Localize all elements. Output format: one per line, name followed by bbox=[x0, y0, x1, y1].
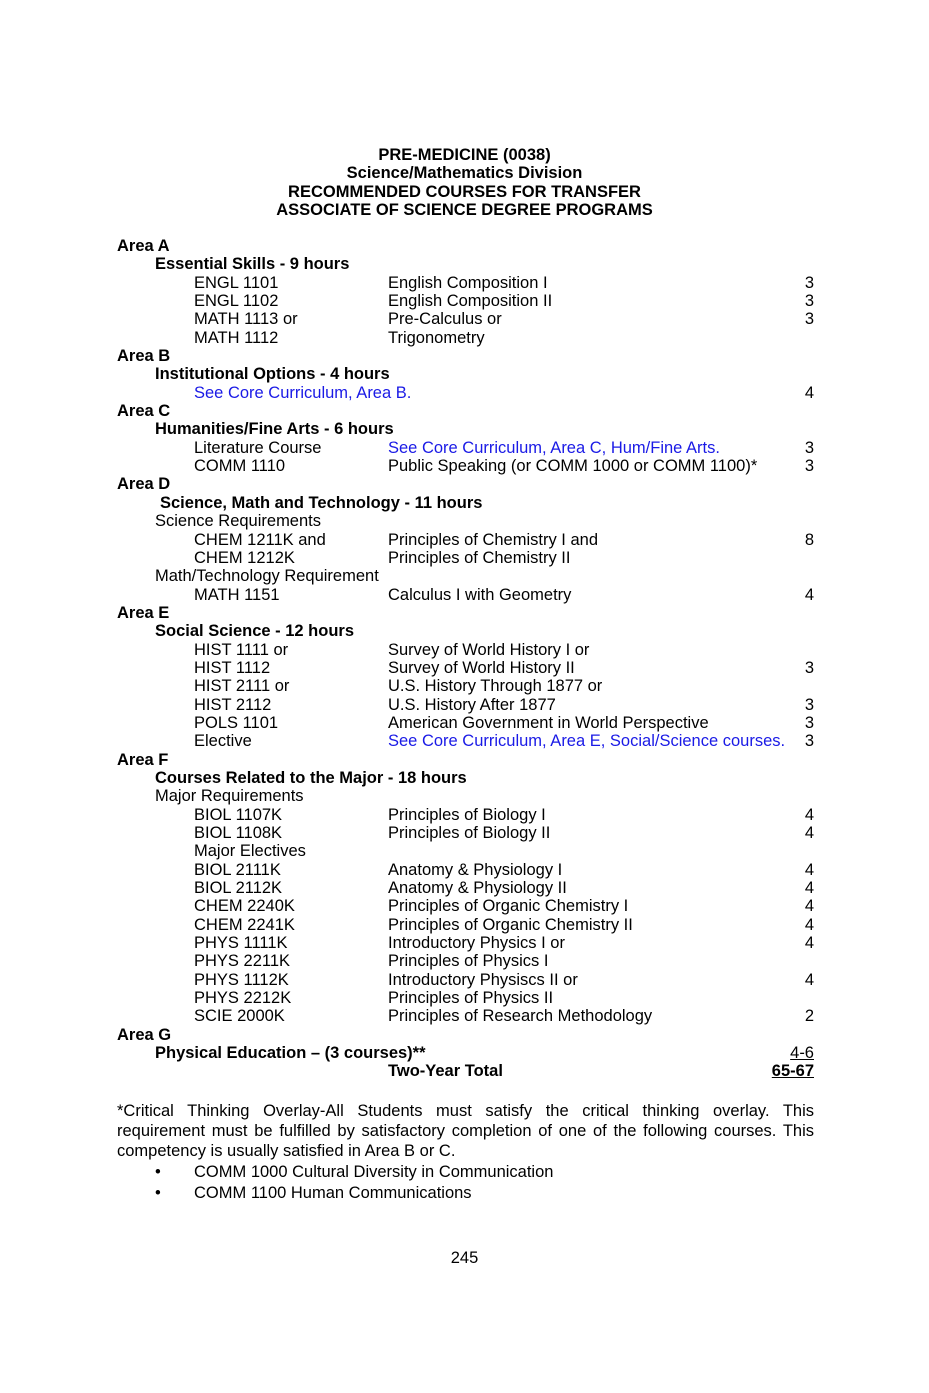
course-code: HIST 2111 or bbox=[194, 677, 290, 696]
table-row bbox=[117, 861, 814, 879]
area-c-title: Area C bbox=[117, 402, 171, 421]
area-a-title-row bbox=[117, 237, 814, 255]
course-code: Literature Course bbox=[194, 438, 322, 457]
course-code: POLS 1101 bbox=[194, 713, 279, 732]
table-row bbox=[117, 879, 814, 897]
course-name: Principles of Physics I bbox=[388, 952, 549, 971]
course-code: PHYS 1111K bbox=[194, 934, 288, 953]
course-code: MATH 1112 bbox=[194, 328, 279, 347]
area-d-heading-row bbox=[117, 494, 814, 512]
course-name: Principles of Chemistry I and bbox=[388, 530, 598, 549]
math-technology-subheading: Math/Technology Requirement bbox=[155, 567, 379, 586]
course-name: Principles of Biology II bbox=[388, 824, 551, 842]
course-name: English Composition II bbox=[388, 292, 553, 311]
area-b-heading: Institutional Options - 4 hours bbox=[155, 365, 390, 384]
area-f-title: Area F bbox=[117, 750, 169, 769]
course-hours: 4 bbox=[804, 879, 814, 898]
table-row bbox=[117, 274, 814, 292]
course-code: COMM 1110 bbox=[194, 457, 286, 476]
area-b-title: Area B bbox=[117, 347, 171, 366]
major-requirements-subheading: Major Requirements bbox=[155, 787, 304, 806]
table-row bbox=[117, 310, 814, 328]
course-hours: 4 bbox=[804, 915, 814, 934]
area-g-hours: 4-6 bbox=[790, 1044, 814, 1063]
course-code: ENGL 1101 bbox=[194, 273, 279, 292]
course-code: BIOL 2111K bbox=[194, 860, 281, 879]
table-row bbox=[117, 714, 814, 732]
course-code: SCIE 2000K bbox=[194, 1007, 285, 1026]
table-row bbox=[117, 586, 814, 604]
course-code: BIOL 2112K bbox=[194, 879, 283, 898]
table-row bbox=[117, 292, 814, 310]
course-code: HIST 1111 or bbox=[194, 640, 289, 659]
subheading-row bbox=[117, 512, 814, 530]
table-row bbox=[117, 824, 814, 842]
area-e-heading-row bbox=[117, 622, 814, 640]
course-code: ENGL 1102 bbox=[194, 292, 279, 311]
course-hours: 3 bbox=[804, 457, 814, 476]
course-name: Principles of Organic Chemistry I bbox=[388, 897, 629, 916]
section-heading: RECOMMENDED COURSES FOR TRANSFER bbox=[288, 182, 641, 201]
course-name: Principles of Organic Chemistry II bbox=[388, 915, 633, 934]
area-d-heading: Science, Math and Technology - 11 hours bbox=[160, 493, 483, 512]
course-name: Pre-Calculus or bbox=[388, 310, 502, 329]
table-row bbox=[117, 696, 814, 714]
table-row bbox=[117, 677, 814, 695]
course-name: U.S. History Through 1877 or bbox=[388, 677, 603, 696]
subheading-row bbox=[117, 567, 814, 585]
core-curriculum-area-b-link[interactable]: See Core Curriculum, Area B. bbox=[194, 383, 412, 402]
division-name: Science/Mathematics Division bbox=[346, 164, 583, 183]
area-c-heading-row bbox=[117, 420, 814, 438]
course-name: English Composition I bbox=[388, 273, 548, 292]
bullet-list bbox=[117, 1162, 814, 1204]
course-hours: 4 bbox=[804, 585, 814, 604]
area-f-title-row bbox=[117, 751, 814, 769]
course-name: Anatomy & Physiology I bbox=[388, 860, 563, 879]
course-code: MATH 1151 bbox=[194, 585, 280, 604]
table-row bbox=[117, 659, 814, 677]
course-code: CHEM 1211K and bbox=[194, 530, 326, 549]
bullet-icon: • bbox=[155, 1163, 161, 1181]
course-hours: 3 bbox=[804, 310, 814, 329]
course-name: Principles of Physics II bbox=[388, 989, 554, 1008]
area-e-heading: Social Science - 12 hours bbox=[155, 622, 354, 641]
course-name: Survey of World History II bbox=[388, 658, 575, 677]
area-b-title-row bbox=[117, 347, 814, 365]
course-hours: 4 bbox=[804, 934, 814, 953]
page-number: 245 bbox=[450, 1249, 479, 1267]
subheading-row bbox=[117, 842, 814, 860]
core-curriculum-area-c-link[interactable]: See Core Curriculum, Area C, Hum/Fine Arts. bbox=[388, 438, 720, 457]
course-hours: 8 bbox=[804, 530, 814, 549]
course-name: Calculus I with Geometry bbox=[388, 585, 572, 604]
document-header bbox=[0, 146, 929, 219]
course-hours: 3 bbox=[804, 292, 814, 311]
course-name: Principles of Biology I bbox=[388, 805, 546, 824]
subheading-row bbox=[117, 787, 814, 805]
course-name: Principles of Research Methodology bbox=[388, 1007, 653, 1026]
area-a-heading-row bbox=[117, 255, 814, 273]
area-f-heading-row bbox=[117, 769, 814, 787]
course-hours: 4 bbox=[804, 897, 814, 916]
area-g-title-row bbox=[117, 1026, 814, 1044]
course-hours: 3 bbox=[804, 695, 814, 714]
course-code: Elective bbox=[194, 732, 252, 751]
area-e-title: Area E bbox=[117, 603, 170, 622]
area-c-heading: Humanities/Fine Arts - 6 hours bbox=[155, 420, 394, 439]
course-name: Trigonometry bbox=[388, 328, 485, 347]
total-row bbox=[117, 1062, 814, 1080]
course-hours: 3 bbox=[804, 658, 814, 677]
course-hours: 3 bbox=[804, 273, 814, 292]
course-hours: 3 bbox=[804, 713, 814, 732]
table-row bbox=[117, 952, 814, 970]
area-g-heading: Physical Education – (3 courses)** bbox=[155, 1044, 426, 1063]
core-curriculum-area-e-link[interactable]: See Core Curriculum, Area E, Social/Science courses. bbox=[388, 732, 786, 751]
course-name: U.S. History After 1877 bbox=[388, 695, 556, 714]
course-code: HIST 1112 bbox=[194, 658, 271, 677]
course-hours: 4 bbox=[804, 824, 814, 842]
list-item bbox=[117, 1183, 814, 1204]
area-e-title-row bbox=[117, 604, 814, 622]
course-name: Public Speaking (or COMM 1000 or COMM 1100)* bbox=[388, 457, 758, 476]
list-item-text: COMM 1100 Human Communications bbox=[194, 1184, 472, 1202]
course-hours: 4 bbox=[804, 860, 814, 879]
total-label: Two-Year Total bbox=[388, 1062, 503, 1081]
critical-thinking-note: *Critical Thinking Overlay-All Students must satisfy the critical thinking overlay. This requirement must be fulfilled by satisfactory completion of one of the following courses. This competency is usually satisfied in Area B or C. bbox=[117, 1102, 814, 1160]
table-row bbox=[117, 384, 814, 402]
course-code: CHEM 2240K bbox=[194, 897, 295, 916]
course-code: PHYS 1112K bbox=[194, 970, 289, 989]
course-code: CHEM 2241K bbox=[194, 915, 295, 934]
table-row bbox=[117, 457, 814, 475]
total-hours: 65-67 bbox=[771, 1062, 814, 1081]
area-g-heading-row bbox=[117, 1044, 814, 1062]
area-b-heading-row bbox=[117, 365, 814, 383]
major-electives-subheading: Major Electives bbox=[194, 842, 306, 861]
area-d-title: Area D bbox=[117, 475, 171, 494]
table-row bbox=[117, 897, 814, 915]
table-row bbox=[117, 732, 814, 750]
table-row bbox=[117, 971, 814, 989]
area-f-heading: Courses Related to the Major - 18 hours bbox=[155, 768, 467, 787]
course-code: CHEM 1212K bbox=[194, 548, 295, 567]
bullet-icon: • bbox=[155, 1184, 161, 1202]
course-code: HIST 2112 bbox=[194, 695, 272, 714]
science-requirements-subheading: Science Requirements bbox=[155, 512, 321, 531]
course-hours: 2 bbox=[804, 1007, 814, 1026]
course-table bbox=[117, 237, 814, 1081]
list-item-text: COMM 1000 Cultural Diversity in Communication bbox=[194, 1163, 554, 1181]
course-code: PHYS 2211K bbox=[194, 952, 291, 971]
table-row bbox=[117, 989, 814, 1007]
course-name: Principles of Chemistry II bbox=[388, 548, 571, 567]
area-g-title: Area G bbox=[117, 1025, 172, 1044]
program-title: PRE-MEDICINE (0038) bbox=[378, 146, 551, 164]
course-hours: 3 bbox=[804, 438, 814, 457]
course-name: Anatomy & Physiology II bbox=[388, 879, 567, 898]
table-row bbox=[117, 439, 814, 457]
list-item bbox=[117, 1162, 814, 1183]
course-hours: 4 bbox=[804, 383, 814, 402]
course-code: PHYS 2212K bbox=[194, 989, 292, 1008]
area-d-title-row bbox=[117, 475, 814, 493]
table-row bbox=[117, 934, 814, 952]
course-name: Introductory Physiscs II or bbox=[388, 970, 578, 989]
course-hours: 3 bbox=[804, 732, 814, 751]
table-row bbox=[117, 549, 814, 567]
table-row bbox=[117, 329, 814, 347]
course-code: BIOL 1107K bbox=[194, 805, 283, 824]
table-row bbox=[117, 641, 814, 659]
course-name: Survey of World History I or bbox=[388, 640, 590, 659]
area-c-title-row bbox=[117, 402, 814, 420]
course-code: MATH 1113 or bbox=[194, 310, 298, 329]
area-a-heading: Essential Skills - 9 hours bbox=[155, 255, 350, 274]
course-hours: 4 bbox=[804, 805, 814, 824]
degree-heading: ASSOCIATE OF SCIENCE DEGREE PROGRAMS bbox=[276, 200, 653, 219]
table-row bbox=[117, 531, 814, 549]
course-name: Introductory Physics I or bbox=[388, 934, 565, 953]
course-hours: 4 bbox=[804, 970, 814, 989]
course-name: American Government in World Perspective bbox=[388, 713, 709, 732]
table-row bbox=[117, 1007, 814, 1025]
course-code: BIOL 1108K bbox=[194, 824, 283, 842]
table-row bbox=[117, 806, 814, 824]
area-a-title: Area A bbox=[117, 237, 170, 255]
table-row bbox=[117, 916, 814, 934]
